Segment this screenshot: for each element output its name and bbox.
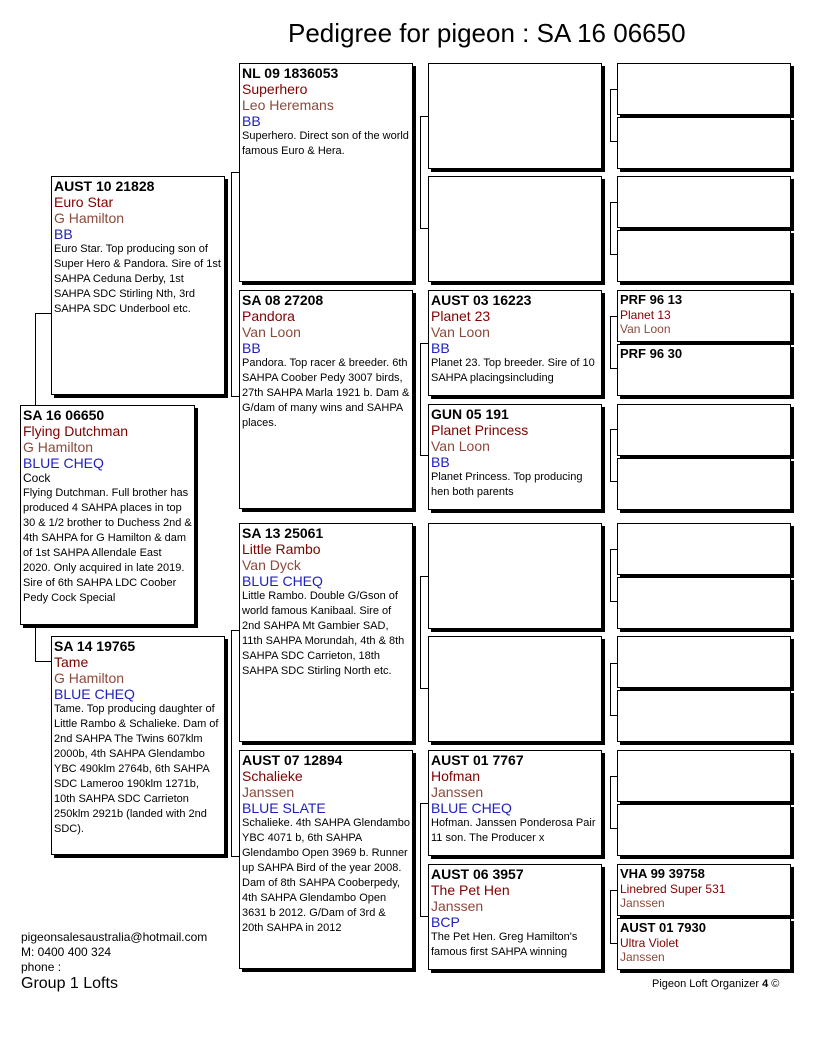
pigeon-name: Superhero <box>242 81 308 97</box>
breeder-name: Van Loon <box>431 438 490 454</box>
pigeon-color: BB <box>242 340 261 356</box>
ring-number: VHA 99 39758 <box>620 866 705 881</box>
pigeon-card-sire[interactable] <box>51 176 225 395</box>
breeder-name: Janssen <box>431 784 484 800</box>
breeder-name: Janssen <box>620 950 665 964</box>
connector-line <box>610 715 617 716</box>
ring-number: AUST 10 21828 <box>54 178 155 194</box>
connector-line <box>610 549 617 550</box>
pigeon-name: Flying Dutchman <box>23 423 129 439</box>
contact-info <box>21 930 207 975</box>
pigeon-card-dam-sire[interactable] <box>239 523 413 742</box>
connector-line <box>231 856 239 857</box>
connector-line <box>35 626 36 662</box>
pigeon-card-empty[interactable] <box>428 176 602 282</box>
connector-line <box>610 890 617 891</box>
connector-line <box>231 396 239 397</box>
pigeon-card-empty[interactable] <box>617 63 791 115</box>
connector-line <box>610 890 611 944</box>
pigeon-card-empty[interactable] <box>617 577 791 629</box>
pigeon-card-subject[interactable] <box>20 405 195 625</box>
ring-number: GUN 05 191 <box>431 406 509 422</box>
pigeon-card-dam[interactable] <box>51 636 225 855</box>
connector-line <box>231 630 232 857</box>
pigeon-color: BB <box>431 454 450 470</box>
pigeon-notes: Flying Dutchman. Full brother has produced 4 SAHPA places in top 30 & 1/2 brother to Duchess 2nd & 4th SAHPA for G Hamilton & dam of 1st SAHPA Allendale East 2020. Only acquired in late 2019. Sire of 6th SAHPA LDC Coober Pedy Cock Special <box>23 487 192 604</box>
connector-line <box>610 316 617 317</box>
connector-line <box>420 576 421 689</box>
pigeon-card-empty[interactable] <box>617 117 791 169</box>
ring-number: AUST 01 7767 <box>431 752 524 768</box>
pigeon-card-empty[interactable] <box>617 804 791 856</box>
connector-line <box>420 343 421 456</box>
connector-line <box>420 916 428 917</box>
pigeon-notes: Hofman. Janssen Ponderosa Pair 11 son. The Producer x <box>431 817 596 844</box>
pigeon-notes: Pandora. Top racer & breeder. 6th SAHPA Coober Pedy 3007 birds, 27th SAHPA Marla 1921 b. Dam & G/dam of many wins and SAHPA places. <box>242 357 410 429</box>
ring-number: AUST 06 3957 <box>431 866 524 882</box>
contact-mobile: M: 0400 400 324 <box>21 945 112 959</box>
connector-line <box>610 254 617 255</box>
ring-number: PRF 96 30 <box>620 346 683 361</box>
connector-line <box>610 368 617 369</box>
connector-line <box>231 172 239 173</box>
connector-line <box>420 803 428 804</box>
connector-line <box>610 601 617 602</box>
breeder-name: Van Dyck <box>242 557 301 573</box>
software-name: Pigeon Loft Organizer <box>652 978 760 990</box>
breeder-name: G Hamilton <box>23 439 94 455</box>
pigeon-card-empty[interactable] <box>617 230 791 282</box>
pigeon-card-sire-dam[interactable] <box>239 290 413 509</box>
pigeon-color: BLUE CHEQ <box>23 455 104 471</box>
pigeon-name: The Pet Hen <box>431 882 510 898</box>
connector-line <box>420 228 428 229</box>
pigeon-card-g5[interactable] <box>617 290 791 342</box>
software-version: 4 <box>762 978 769 990</box>
pigeon-card-empty[interactable] <box>428 523 602 629</box>
software-credit <box>652 978 779 990</box>
breeder-name: G Hamilton <box>54 210 125 226</box>
connector-line <box>610 141 617 142</box>
connector-line <box>610 776 617 777</box>
connector-line <box>610 429 611 482</box>
pigeon-card-g16[interactable] <box>617 918 791 970</box>
connector-line <box>610 202 617 203</box>
pigeon-color: BB <box>54 226 73 242</box>
connector-line <box>420 455 428 456</box>
pigeon-name: Ultra Violet <box>620 936 679 950</box>
breeder-name: Van Loon <box>431 324 490 340</box>
pigeon-card-empty[interactable] <box>428 63 602 169</box>
connector-line <box>420 116 421 229</box>
connector-line <box>610 202 611 255</box>
breeder-name: Leo Heremans <box>242 97 334 113</box>
pigeon-name: Little Rambo <box>242 541 321 557</box>
pigeon-name: Planet 23 <box>431 308 491 324</box>
breeder-name: Van Loon <box>242 324 301 340</box>
contact-phone: phone : <box>21 960 62 974</box>
pigeon-name: Euro Star <box>54 194 114 210</box>
pigeon-card-g6[interactable] <box>617 344 791 396</box>
pigeon-notes: Tame. Top producing daughter of Little Rambo & Schalieke. Dam of 2nd SAHPA The Twins 607klm 2000b, 4th SAHPA Glendambo YBC 490klm 2764b, 6th SAHPA SDC Lameroo 190klm 1271b, 10th SAHPA SDC Carrieton 250klm 2921b (landed with 2nd SDC). <box>54 703 219 835</box>
ring-number: NL 09 1836053 <box>242 65 339 81</box>
pigeon-color: BLUE CHEQ <box>242 573 323 589</box>
contact-email: pigeonsalesaustralia@hotmail.com <box>21 930 208 944</box>
pigeon-color: BLUE CHEQ <box>431 800 512 816</box>
pigeon-card-ggp8[interactable] <box>428 864 602 970</box>
pigeon-card-ggp3[interactable] <box>428 290 602 396</box>
ring-number: SA 16 06650 <box>23 407 105 423</box>
pigeon-color: BLUE CHEQ <box>54 686 135 702</box>
breeder-name: Janssen <box>620 896 665 910</box>
pigeon-color: BLUE SLATE <box>242 800 326 816</box>
ring-number: PRF 96 13 <box>620 292 683 307</box>
pigeon-card-empty[interactable] <box>617 750 791 802</box>
pigeon-name: Planet 13 <box>620 308 671 322</box>
ring-number: AUST 01 7930 <box>620 920 706 935</box>
pigeon-notes: Superhero. Direct son of the world famous Euro & Hera. <box>242 130 409 157</box>
pigeon-card-ggp7[interactable] <box>428 750 602 856</box>
pigeon-notes: Little Rambo. Double G/Gson of world famous Kanibaal. Sire of 2nd SAHPA Mt Gambier SAD, 11th SAHPA Morundah, 4th & 8th SAHPA SDC Carrieton, 18th SAHPA SDC Stirling North etc. <box>242 590 405 677</box>
connector-line <box>610 828 617 829</box>
connector-line <box>420 116 428 117</box>
connector-line <box>610 481 617 482</box>
breeder-name: Janssen <box>242 784 295 800</box>
pigeon-name: Tame <box>54 654 89 670</box>
pigeon-card-empty[interactable] <box>617 458 791 510</box>
pigeon-notes: Euro Star. Top producing son of Super Hero & Pandora. Sire of 1st SAHPA Ceduna Derby, 1st SAHPA SDC Stirling Nth, 3rd SAHPA SDC Underbool etc. <box>54 243 221 315</box>
pigeon-name: Schalieke <box>242 768 303 784</box>
ring-number: SA 13 25061 <box>242 525 324 541</box>
page-title: Pedigree for pigeon : SA 16 06650 <box>288 18 686 48</box>
pigeon-name: Hofman <box>431 768 481 784</box>
pigeon-card-empty[interactable] <box>617 690 791 742</box>
connector-line <box>610 776 611 829</box>
ring-number: AUST 03 16223 <box>431 292 532 308</box>
connector-line <box>610 663 617 664</box>
pigeon-color: BCP <box>431 914 460 930</box>
pigeon-name: Planet Princess <box>431 422 529 438</box>
connector-line <box>231 630 239 631</box>
pigeon-card-empty[interactable] <box>617 636 791 688</box>
loft-name: Group 1 Lofts <box>21 975 118 992</box>
connector-line <box>420 688 428 689</box>
connector-line <box>610 943 617 944</box>
copyright-symbol: © <box>771 978 780 990</box>
connector-line <box>610 89 617 90</box>
pigeon-color: BB <box>242 113 261 129</box>
connector-line <box>35 661 51 662</box>
pigeon-card-dam-dam[interactable] <box>239 750 413 969</box>
pigeon-color: BB <box>431 340 450 356</box>
connector-line <box>420 343 428 344</box>
connector-line <box>420 576 428 577</box>
connector-line <box>610 663 611 716</box>
ring-number: SA 08 27208 <box>242 292 324 308</box>
pigeon-card-g15[interactable] <box>617 864 791 916</box>
pigeon-notes: Planet 23. Top breeder. Sire of 10 SAHPA placingsincluding <box>431 357 595 384</box>
pigeon-card-empty[interactable] <box>617 523 791 575</box>
connector-line <box>420 803 421 917</box>
connector-line <box>35 313 51 314</box>
pigeon-name: Pandora <box>242 308 295 324</box>
ring-number: AUST 07 12894 <box>242 752 343 768</box>
connector-line <box>610 429 617 430</box>
connector-line <box>610 89 611 142</box>
pigeon-card-sire-sire[interactable] <box>239 63 413 282</box>
pigeon-notes: Schalieke. 4th SAHPA Glendambo YBC 4071 b, 6th SAHPA Glendambo Open 3969 b. Runner up SAHPA Bird of the year 2008. Dam of 8th SAHPA Cooberpedy, 4th SAHPA Glendambo Open 3631 b 2012. G/Dam of 3rd & 20th SAHPA in 2012 <box>242 817 410 934</box>
breeder-name: Janssen <box>431 898 484 914</box>
pigeon-notes: Planet Princess. Top producing hen both parents <box>431 471 583 498</box>
connector-line <box>231 172 232 397</box>
pigeon-sex: Cock <box>23 471 51 485</box>
pigeon-card-empty[interactable] <box>428 636 602 742</box>
pigeon-name: Linebred Super 531 <box>620 882 726 896</box>
connector-line <box>610 549 611 602</box>
connector-line <box>610 316 611 369</box>
connector-line <box>35 313 36 406</box>
breeder-name: G Hamilton <box>54 670 125 686</box>
pigeon-card-empty[interactable] <box>617 404 791 456</box>
pigeon-card-empty[interactable] <box>617 176 791 228</box>
pigeon-card-ggp4[interactable] <box>428 404 602 510</box>
pigeon-notes: The Pet Hen. Greg Hamilton's famous first SAHPA winning <box>431 931 578 958</box>
ring-number: SA 14 19765 <box>54 638 136 654</box>
breeder-name: Van Loon <box>620 322 671 336</box>
